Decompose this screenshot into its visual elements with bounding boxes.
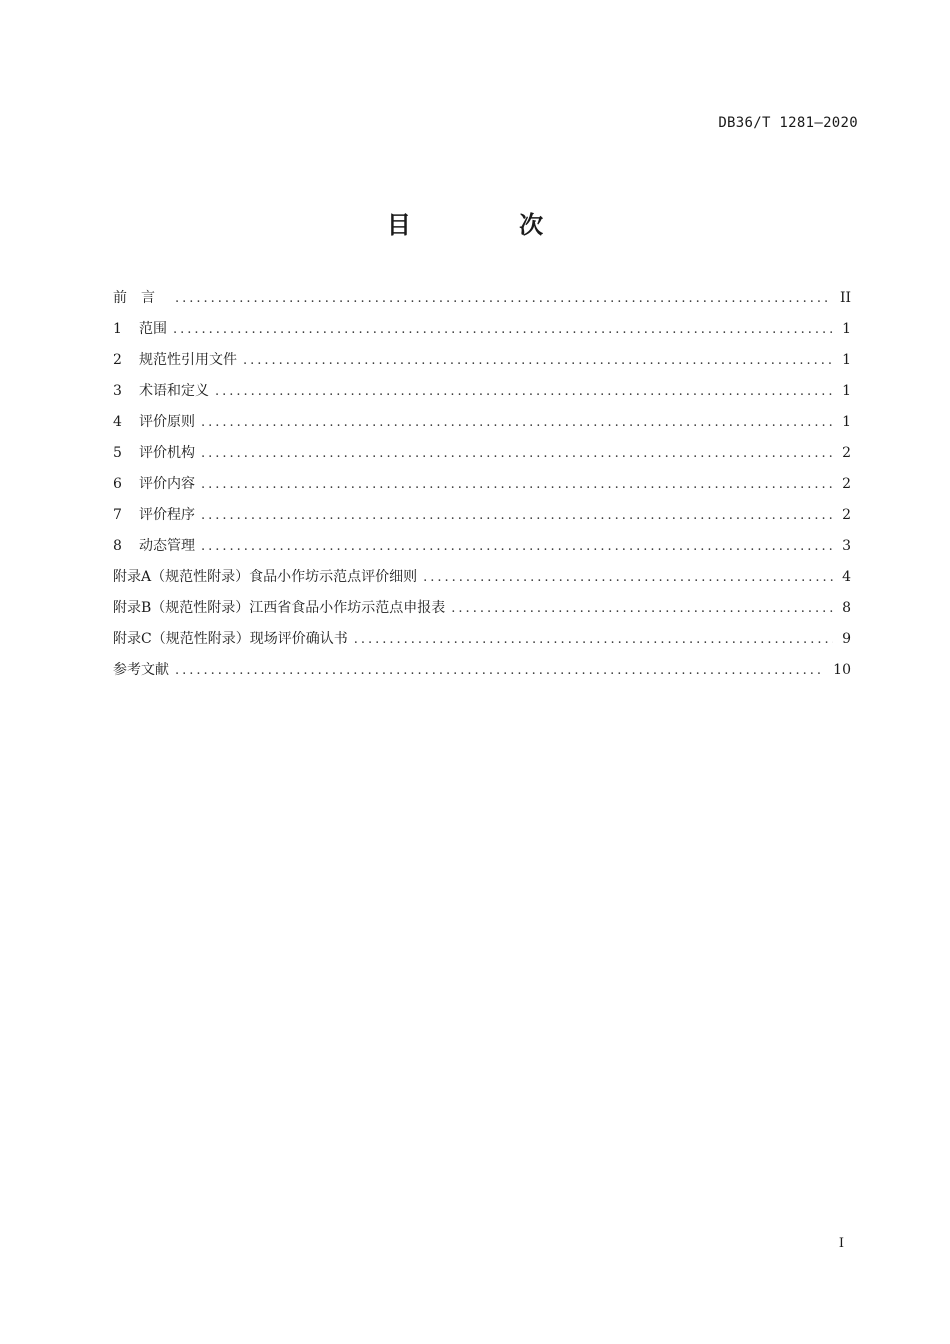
document-code: DB36/T 1281—2020 <box>718 115 858 131</box>
toc-entry-number: 8 <box>113 538 122 554</box>
toc-entry-evaluation-content[interactable] <box>113 473 851 504</box>
toc-entry-number: 3 <box>113 383 122 399</box>
toc-entry-evaluation-body[interactable] <box>113 442 851 473</box>
toc-entry-label: 附录C（规范性附录）现场评价确认书 <box>113 631 348 647</box>
toc-title: 目 次 <box>386 211 594 239</box>
toc-entry-number: 7 <box>113 507 122 523</box>
toc-entry-page: II <box>839 290 851 306</box>
toc-entry-page: 2 <box>842 507 851 523</box>
toc-entry-scope[interactable] <box>113 318 851 349</box>
dot-leader <box>175 288 832 310</box>
toc-entry-page: 8 <box>842 600 851 616</box>
toc-entry-bibliography[interactable] <box>113 659 851 690</box>
toc-entry-evaluation-procedure[interactable] <box>113 504 851 535</box>
toc-entry-number: 5 <box>113 445 122 461</box>
toc-entry-label: 附录B（规范性附录）江西省食品小作坊示范点申报表 <box>113 600 446 616</box>
toc-entry-foreword[interactable] <box>113 287 851 318</box>
toc-entry-dynamic-management[interactable] <box>113 535 851 566</box>
dot-leader <box>201 536 833 558</box>
dot-leader <box>423 567 833 589</box>
dot-leader <box>201 474 833 496</box>
toc-entry-label: 动态管理 <box>139 538 195 554</box>
toc-entry-appendix-a[interactable] <box>113 566 851 597</box>
dot-leader <box>354 629 833 651</box>
toc-entry-label: 术语和定义 <box>139 383 209 399</box>
toc-entry-label: 范围 <box>139 321 167 337</box>
toc-entry-appendix-b[interactable] <box>113 597 851 628</box>
toc-entry-label: 附录A（规范性附录）食品小作坊示范点评价细则 <box>113 569 418 585</box>
toc-entry-label: 规范性引用文件 <box>139 352 237 368</box>
toc-entry-label: 评价程序 <box>139 507 195 523</box>
dot-leader <box>175 660 825 682</box>
toc-entry-label: 评价内容 <box>139 476 195 492</box>
toc-entry-page: 1 <box>842 321 851 337</box>
dot-leader <box>201 443 833 465</box>
page-number: I <box>838 1236 844 1251</box>
toc-entry-page: 10 <box>833 662 851 678</box>
toc-entry-page: 2 <box>842 476 851 492</box>
toc-entry-evaluation-principles[interactable] <box>113 411 851 442</box>
dot-leader <box>201 412 833 434</box>
dot-leader <box>201 505 833 527</box>
toc-entry-page: 1 <box>842 352 851 368</box>
toc-entry-label: 评价机构 <box>139 445 195 461</box>
toc-entry-number: 1 <box>113 321 122 337</box>
toc-entry-number: 4 <box>113 414 122 430</box>
toc-entry-page: 2 <box>842 445 851 461</box>
dot-leader <box>215 381 833 403</box>
table-of-contents <box>113 287 851 690</box>
toc-entry-label: 参考文献 <box>113 662 169 678</box>
toc-entry-number: 6 <box>113 476 122 492</box>
toc-entry-page: 9 <box>842 631 851 647</box>
dot-leader <box>451 598 833 620</box>
dot-leader <box>243 350 833 372</box>
toc-entry-label: 前言 <box>113 290 169 306</box>
toc-entry-terms-definitions[interactable] <box>113 380 851 411</box>
toc-entry-normative-references[interactable] <box>113 349 851 380</box>
toc-entry-appendix-c[interactable] <box>113 628 851 659</box>
toc-entry-page: 1 <box>842 383 851 399</box>
toc-entry-page: 3 <box>842 538 851 554</box>
toc-entry-number: 2 <box>113 352 122 368</box>
toc-entry-page: 4 <box>842 569 851 585</box>
toc-entry-page: 1 <box>842 414 851 430</box>
toc-entry-label: 评价原则 <box>139 414 195 430</box>
dot-leader <box>173 319 833 341</box>
